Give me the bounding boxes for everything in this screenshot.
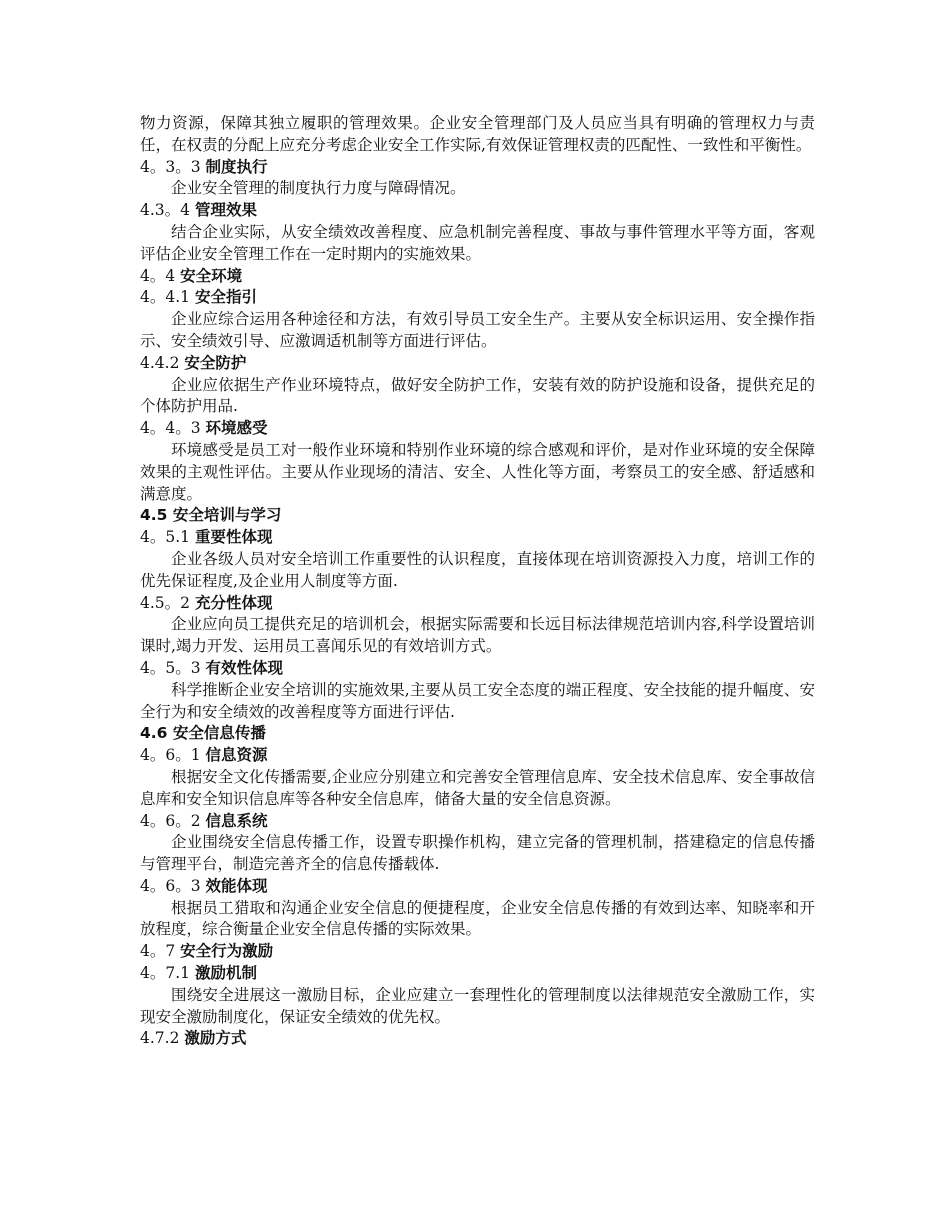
heading-4-3-3 xyxy=(140,157,815,179)
heading-number: 4。7.1 xyxy=(140,964,195,983)
heading-number: 4。4 xyxy=(140,266,181,285)
heading-title: 安全行为激励 xyxy=(180,942,274,961)
heading-4-6-1 xyxy=(140,745,815,767)
paragraph: 围绕安全进展这一激励目标，企业应建立一套理性化的管理制度以法律规范安全激励工作，实现安全激励制度化，保证安全绩效的优先权。 xyxy=(140,985,815,1026)
heading-title: 激励方式 xyxy=(184,1029,247,1048)
heading-title: 安全信息传播 xyxy=(172,724,266,743)
heading-number: 4。5。3 xyxy=(140,658,206,677)
heading-number: 4.6 xyxy=(140,724,173,743)
heading-4-6 xyxy=(140,723,815,745)
paragraph: 结合企业实际，从安全绩效改善程度、应急机制完善程度、事故与事件管理水平等方面，客观评估企业安全管理工作在一定时期内的实施效果。 xyxy=(140,222,815,263)
heading-number: 4。4.1 xyxy=(140,288,195,307)
paragraph: 企业围绕安全信息传播工作，设置专职操作机构，建立完备的管理机制，搭建稳定的信息传播与管理平台，制造完善齐全的信息传播载体. xyxy=(140,833,815,874)
heading-title: 信息系统 xyxy=(205,811,268,830)
heading-4-6-2 xyxy=(140,811,815,833)
heading-4-5-2 xyxy=(140,593,815,615)
heading-title: 重要性体现 xyxy=(194,528,273,547)
heading-title: 管理效果 xyxy=(194,201,257,220)
heading-number: 4.7.2 xyxy=(140,1029,185,1048)
heading-title: 安全培训与学习 xyxy=(172,506,282,525)
heading-number: 4。5.1 xyxy=(140,528,195,547)
heading-number: 4。6。1 xyxy=(140,746,206,765)
paragraph: 环境感受是员工对一般作业环境和特别作业环境的综合感观和评价，是对作业环境的安全保障效果的主观性评估。主要从作业现场的清洁、安全、人性化等方面，考察员工的安全感、舒适感和满意度。 xyxy=(140,440,815,503)
heading-4-7-2 xyxy=(140,1028,815,1050)
heading-4-4-3 xyxy=(140,418,815,440)
heading-4-4-2 xyxy=(140,353,815,375)
heading-4-7 xyxy=(140,941,815,963)
paragraph: 企业安全管理的制度执行力度与障碍情况。 xyxy=(171,179,466,198)
paragraph: 科学推断企业安全培训的实施效果,主要从员工安全态度的端正程度、安全技能的提升幅度、安全行为和安全绩效的改善程度等方面进行评估. xyxy=(140,680,815,721)
heading-title: 效能体现 xyxy=(205,876,268,895)
heading-number: 4.5。2 xyxy=(140,593,195,612)
heading-title: 有效性体现 xyxy=(205,658,284,677)
heading-4-5-1 xyxy=(140,527,815,549)
heading-title: 信息资源 xyxy=(205,746,268,765)
heading-title: 激励机制 xyxy=(194,964,257,983)
heading-number: 4.3。4 xyxy=(140,201,195,220)
heading-number: 4。4。3 xyxy=(140,419,206,438)
heading-4-4 xyxy=(140,266,815,288)
heading-4-6-3 xyxy=(140,876,815,898)
heading-4-3-4 xyxy=(140,200,815,222)
heading-number: 4.4.2 xyxy=(140,353,185,372)
heading-4-5-3 xyxy=(140,658,815,680)
heading-title: 安全防护 xyxy=(184,353,247,372)
paragraph: 根据员工猎取和沟通企业安全信息的便捷程度，企业安全信息传播的有效到达率、知晓率和开放程度，综合衡量企业安全信息传播的实际效果。 xyxy=(140,898,815,939)
heading-number: 4。6。3 xyxy=(140,876,206,895)
heading-title: 安全环境 xyxy=(180,266,243,285)
heading-4-5 xyxy=(140,505,815,527)
heading-title: 安全指引 xyxy=(194,288,257,307)
heading-4-7-1 xyxy=(140,963,815,985)
heading-number: 4.5 xyxy=(140,506,173,525)
heading-4-4-1 xyxy=(140,287,815,309)
paragraph: 根据安全文化传播需要,企业应分别建立和完善安全管理信息库、安全技术信息库、安全事故信息库和安全知识信息库等各种安全信息库，储备大量的安全信息资源。 xyxy=(140,767,815,808)
heading-number: 4。3。3 xyxy=(140,157,206,176)
paragraph: 企业应向员工提供充足的培训机会，根据实际需要和长远目标法律规范培训内容,科学设置培训课时,竭力开发、运用员工喜闻乐见的有效培训方式。 xyxy=(140,615,815,656)
heading-title: 环境感受 xyxy=(205,419,268,438)
paragraph: 企业应综合运用各种途径和方法，有效引导员工安全生产。主要从安全标识运用、安全操作指示、安全绩效引导、应激调适机制等方面进行评估。 xyxy=(140,310,815,350)
paragraph: 企业应依据生产作业环境特点，做好安全防护工作，安装有效的防护设施和设备，提供充足的个体防护用品. xyxy=(140,375,815,416)
heading-title: 制度执行 xyxy=(205,157,268,176)
paragraph: 物力资源，保障其独立履职的管理效果。企业安全管理部门及人员应当具有明确的管理权力与责任，在权责的分配上应充分考虑企业安全工作实际,有效保证管理权责的匹配性、一致性和平衡性。 xyxy=(140,114,815,154)
heading-title: 充分性体现 xyxy=(194,593,273,612)
paragraph: 企业各级人员对安全培训工作重要性的认识程度，直接体现在培训资源投入力度，培训工作的优先保证程度,及企业用人制度等方面. xyxy=(140,549,815,590)
heading-number: 4。7 xyxy=(140,942,181,961)
document-page xyxy=(140,113,815,1050)
heading-number: 4。6。2 xyxy=(140,811,206,830)
